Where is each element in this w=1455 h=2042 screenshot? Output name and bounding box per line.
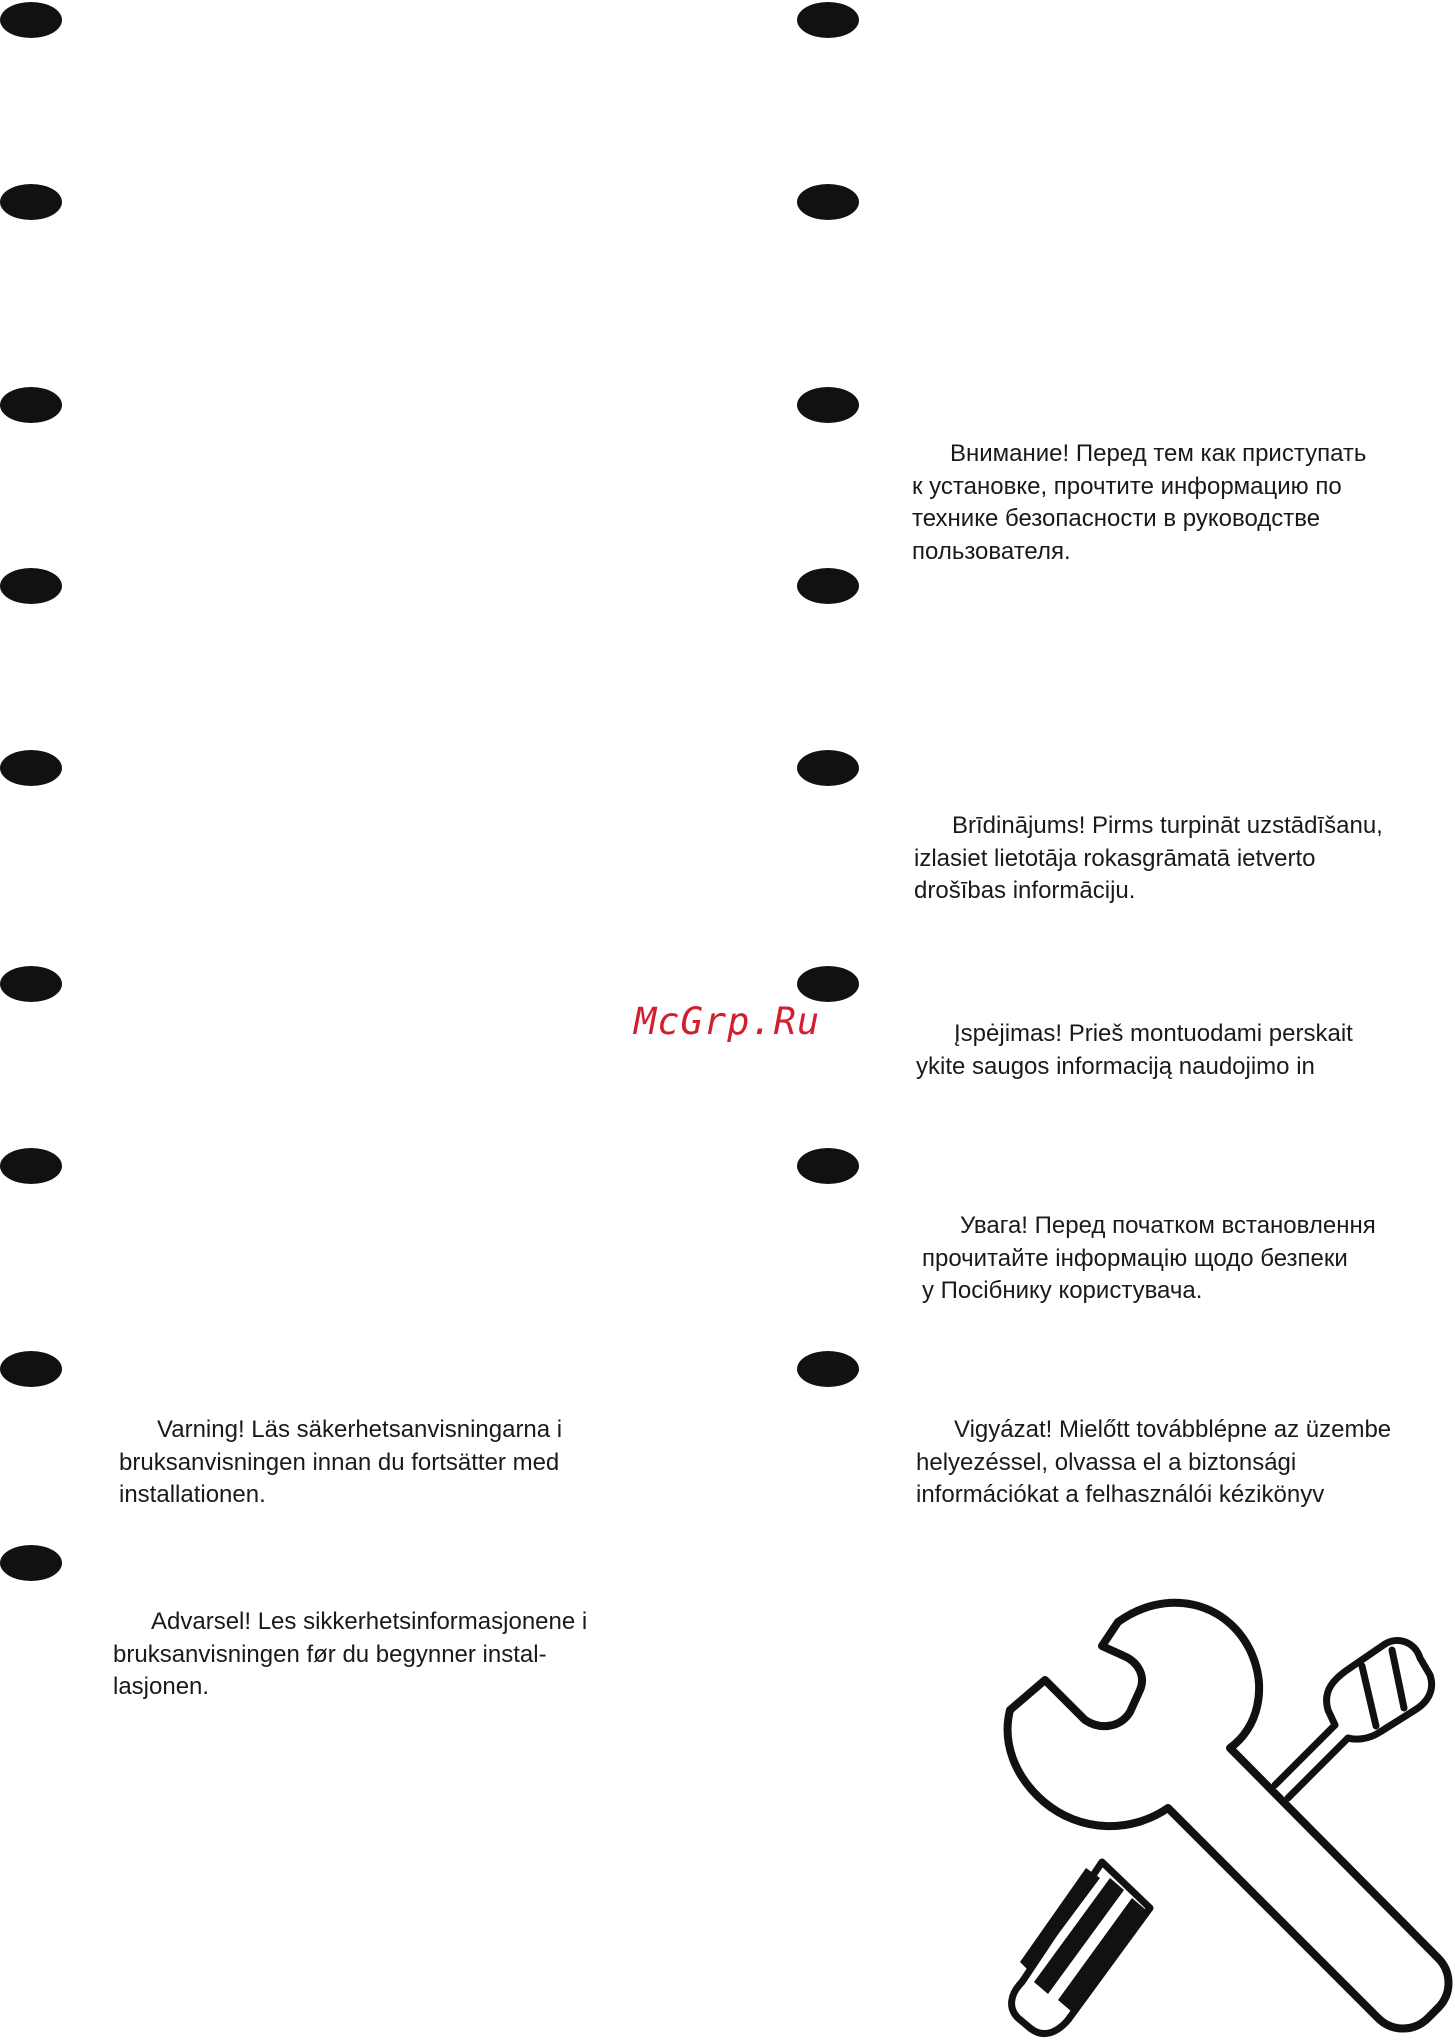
- right-marker-7: [797, 1148, 859, 1184]
- warning-russian-line-4: пользователя.: [912, 537, 1071, 565]
- warning-swedish-line-2: bruksanvisningen innan du fortsätter med: [119, 1448, 560, 1476]
- warning-norwegian-line-2: bruksanvisningen før du begynner instal-: [113, 1640, 547, 1668]
- right-marker-6: [797, 966, 859, 1002]
- warning-swedish: [119, 1414, 659, 1512]
- warning-latvian: [914, 810, 1444, 908]
- warning-ukrainian-line-1: Увага! Перед початком встановлення: [960, 1212, 1376, 1239]
- left-marker-6: [0, 966, 62, 1002]
- left-marker-9: [0, 1545, 62, 1581]
- left-marker-7: [0, 1148, 62, 1184]
- warning-latvian-line-3: drošības informāciju.: [914, 877, 1136, 904]
- warning-swedish-line-3: installationen.: [119, 1481, 266, 1508]
- warning-lithuanian: [916, 1018, 1446, 1083]
- left-marker-1: [0, 2, 62, 38]
- warning-ukrainian: [922, 1210, 1452, 1308]
- right-marker-3: [797, 387, 859, 423]
- right-marker-1: [797, 2, 859, 38]
- right-marker-2: [797, 184, 859, 220]
- wrench-and-screwdriver-icon: [990, 1580, 1455, 2042]
- left-marker-2: [0, 184, 62, 220]
- warning-russian-line-3: технике безопасности в руководстве: [912, 505, 1321, 532]
- watermark: McGrp.Ru: [634, 1000, 821, 1043]
- warning-hungarian-line-3: információkat a felhasználói kézikönyv: [916, 1481, 1325, 1508]
- left-marker-8: [0, 1351, 62, 1387]
- warning-russian-line-1: Внимание! Перед тем как приступать: [950, 440, 1367, 467]
- right-marker-4: [797, 568, 859, 604]
- warning-latvian-line-2: izlasiet lietotāja rokasgrāmatā ietverto: [914, 844, 1316, 872]
- warning-russian: [912, 438, 1407, 568]
- warning-ukrainian-line-2: прочитайте інформацію щодо безпеки: [922, 1244, 1348, 1272]
- warning-hungarian-line-1: Vigyázat! Mielőtt továbblépne az üzembe: [954, 1416, 1392, 1443]
- warning-latvian-line-1: Brīdinājums! Pirms turpināt uzstādīšanu,: [952, 812, 1383, 839]
- warning-hungarian: [916, 1414, 1451, 1512]
- right-marker-8: [797, 1351, 859, 1387]
- warning-lithuanian-line-2: ykite saugos informaciją naudojimo in: [916, 1052, 1315, 1080]
- right-marker-5: [797, 750, 859, 786]
- warning-swedish-line-1: Varning! Läs säkerhetsanvisningarna i: [157, 1416, 563, 1443]
- warning-norwegian-line-3: lasjonen.: [113, 1673, 210, 1700]
- warning-lithuanian-line-1: Įspėjimas! Prieš montuodami perskait: [954, 1020, 1353, 1047]
- warning-norwegian: [113, 1606, 653, 1704]
- warning-ukrainian-line-3: у Посібнику користувача.: [922, 1277, 1203, 1304]
- left-marker-3: [0, 387, 62, 423]
- warning-russian-line-2: к установке, прочтите информацию по: [912, 472, 1342, 500]
- warning-norwegian-line-1: Advarsel! Les sikkerhetsinformasjonene i: [151, 1608, 588, 1635]
- warning-hungarian-line-2: helyezéssel, olvassa el a biztonsági: [916, 1448, 1297, 1476]
- left-marker-5: [0, 750, 62, 786]
- left-marker-4: [0, 568, 62, 604]
